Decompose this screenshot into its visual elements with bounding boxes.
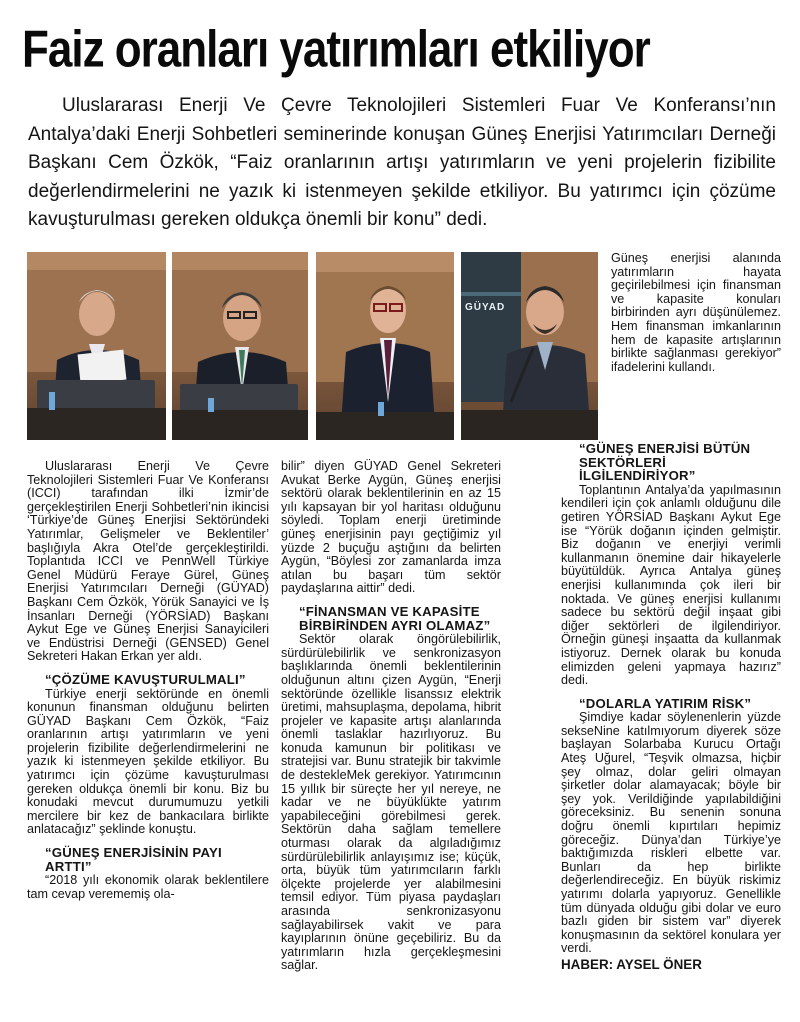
col1-paragraph-1: Uluslararası Enerji Ve Çevre Teknolojileri Sistemleri Fuar Ve Konferansı (ICCI) tarafından ilki İzmir’de gerçekleştirilen Enerji Sohbetleri’nin ikincisi ‘Türkiye’de Güneş Enerjisi Sektöründeki Yatırımlar, Gelişmeler ve Beklentiler’ başlığıyla Akra Otel’de gerçekleştirildi. Toplantıda ICCI ve PennWell Türkiye Genel Müdürü Feraye Gürel, Güneş Enerjisi Yatırımcıları Derneği (GÜYAD) Başkanı Cem Özkök, Yörük Sanayici ve İş İnsanları Derneği (YÖRSİAD) Başkanı Aykut Ege ve Güneş Enerjisi Sanayicileri ve Endüstrisi Derneği (GENSED) Genel Sekreteri Hakan Erkan yer aldı.	[27, 459, 269, 664]
col1-subheading-2: “GÜNEŞ ENERJİSİNİN PAYI ARTTI”	[45, 845, 222, 874]
col3-paragraph-0: Güneş enerjisi alanında yatırımların hayata geçirilebilmesi için finansman ve kapasite konuları birbirinden ayrı düşünülemez. Hem finansman imkanlarının hem de kapasite artışlarının birlikte sağlanması gerekiyor” ifadelerini kullandı.	[611, 251, 781, 374]
col3-subheading-2: “DOLARLA YATIRIM RİSK”	[579, 695, 752, 711]
col1-paragraph-2: Türkiye enerji sektöründe en önemli konunun finansman olduğunu belirten GÜYAD Başkanı Cem Özkök, “Faiz oranlarının artışı yatırımların ve yeni projelerin fizibilite değerlendirmelerini ne yazık ki istenmeyen şekilde etkiliyor. Bu yatırımcı için çözüme kavuşturulması gereken oldukça önemli bir konu. Biz bu konudaki mevcut durumumuzu yetkili mercilere bir kez de bankacılara birlikte anlatacağız” şeklinde konuştu.	[27, 686, 269, 837]
article-column-3-top	[611, 252, 781, 374]
col2-subheading-1: “FİNANSMAN VE KAPASİTE BİRBİRİNDEN AYRI OLAMAZ”	[299, 603, 491, 633]
speaker-3-illustration	[316, 252, 454, 440]
byline: HABER: AYSEL ÖNER	[561, 956, 702, 972]
photo-speaker-4	[461, 252, 598, 440]
article-column-2	[281, 460, 501, 973]
col2-paragraph-2: Sektör olarak öngörülebilirlik, sürdürülebilirlik ve senkronizasyon başlıklarında önemli beklentilerinin olduğunun altını çizen Aygün, “Enerji sektöründe özellikle lisanssız elektrik üretimi, mahsuplaşma, depolama, hibrit projeler ve kapasite artışı alanlarında önemli taslaklar hazırlıyoruz. Bu konuda kamunun bir politikası ve stratejisi var. Bunu stratejik bir takvimle de destekleMek gerekiyor. Yatırımcının 15 yıllık bir süreçte her yıl nereye, ne kadar ve ne büyüklükte yatırım yapabileceğini görebilmesi gerek. Sektörün daha sağlam temellere oturması olarak da algıladığımız sürdürülebilirlik anlayışımız ise; küçük, orta, büyük tüm yatırımcıların farklı ölçekte projelerde yer alabilmesini temsil ediyor. Tüm piyasa paydaşları arasında senkronizasyonu sağlayabilirsek vakit ve para kayıplarının önüne geçebiliriz. Bu da yatırımların hızla gerçekleşmesini sağlar.	[281, 632, 501, 973]
photo-speaker-1	[27, 252, 166, 440]
article-column-1	[27, 460, 269, 901]
lead-paragraph: Uluslararası Enerji Ve Çevre Teknolojileri Sistemleri Fuar Ve Konferansı’nın Antalya’daki Enerji Sohbetleri seminerinde konuşan Güneş Enerjisi Yatırımcıları Derneği Başkanı Cem Özkök, “Faiz oranlarının artışı yatırımların ve yeni projelerin fizibilite değerlendirmelerini ne yazık ki istenmeyen şekilde etkiliyor. Bu yatırımcı için çözüme kavuşturulması gereken oldukça önemli bir konu” dedi.	[28, 95, 776, 231]
speaker-2-illustration	[172, 252, 308, 440]
banner-text: GÜYAD	[465, 302, 506, 313]
col1-subheading-1: “ÇÖZÜME KAVUŞTURULMALI”	[45, 671, 246, 687]
col2-paragraph-1: bilir” diyen GÜYAD Genel Sekreteri Avukat Berke Aygün, Güneş enerjisi sektörü olarak beklentilerinin en az 15 yılı kapsayan bir yol haritası olduğunu söyledi. Toplam enerji üretiminde güneş enerjisinin payı geçtiğimiz yıl yüzde 2 buçuğu aştığını da belirten Aygün, “Böylesi zor zamanlarda imza atılan bu başarı tüm sektör paydaşlarına aittir” dedi.	[281, 459, 501, 596]
article-column-3	[561, 442, 781, 972]
headline: Faiz oranları yatırımları etkiliyor	[22, 20, 650, 79]
col3-paragraph-2: Şimdiye kadar söylenenlerin yüzde sekseNine katılmıyorum diyerek söze başlayan Solarbaba Kurucu Ortağı Ateş Uğurel, “Teşvik olmazsa, hiçbir şey olmaz, dolar geliri olmayan şirketler dolar alamayacak; böyle bir şey yok. Verildiğinde yapılabildiğini göreceksiniz. Bu senenin sonuna doğru önemli kıpırtıları hepimiz göreceğiz. Dünya’dan Türkiye’ye baktığımızda riskleri elbette var. Bunları da hep birlikte değerlendireceğiz. En büyük riskimiz yatırımı dolarla yapıyoruz. Genellikle tüm dünyada olduğu gibi dolar ve euro bazlı giden bir sistem var” diyerek konuşmasının da sektörel konulara yer verdi.	[561, 710, 781, 956]
photo-speaker-2	[172, 252, 308, 440]
col3-paragraph-1: Toplantının Antalya’da yapılmasının kendileri için çok anlamlı olduğunu dile getiren YÖRSİAD Başkanı Aykut Ege ise “Yörük doğanın içinden gelmiştir. Biz doğanın ve enerjiyi verimli kullanmanın önemine dair hikayelerle büyütüldük. Ayrıca Antalya güneş enerjisi kullanımında çok ileri bir noktada. Ve güneş enerjisi kullanımı sadece bu sektörü değil inşaat gibi diğer sektörleri de ilgilendiriyor. Örneğin güneşi inşaatta da kullanmak istiyoruz. Dernek olarak bu konuda elimizden geleni yapmaya hazırız” dedi.	[561, 482, 781, 688]
speaker-1-illustration	[27, 252, 166, 440]
photo-speaker-3	[316, 252, 454, 440]
col3-subheading-1: “GÜNEŞ ENERJİSİ BÜTÜN SEKTÖRLERİ İLGİLENDİRİYOR”	[579, 441, 751, 484]
col1-paragraph-3: “2018 yılı ekonomik olarak beklentilere tam cevap verememiş ola-	[27, 873, 269, 901]
speaker-4-illustration	[461, 252, 598, 440]
